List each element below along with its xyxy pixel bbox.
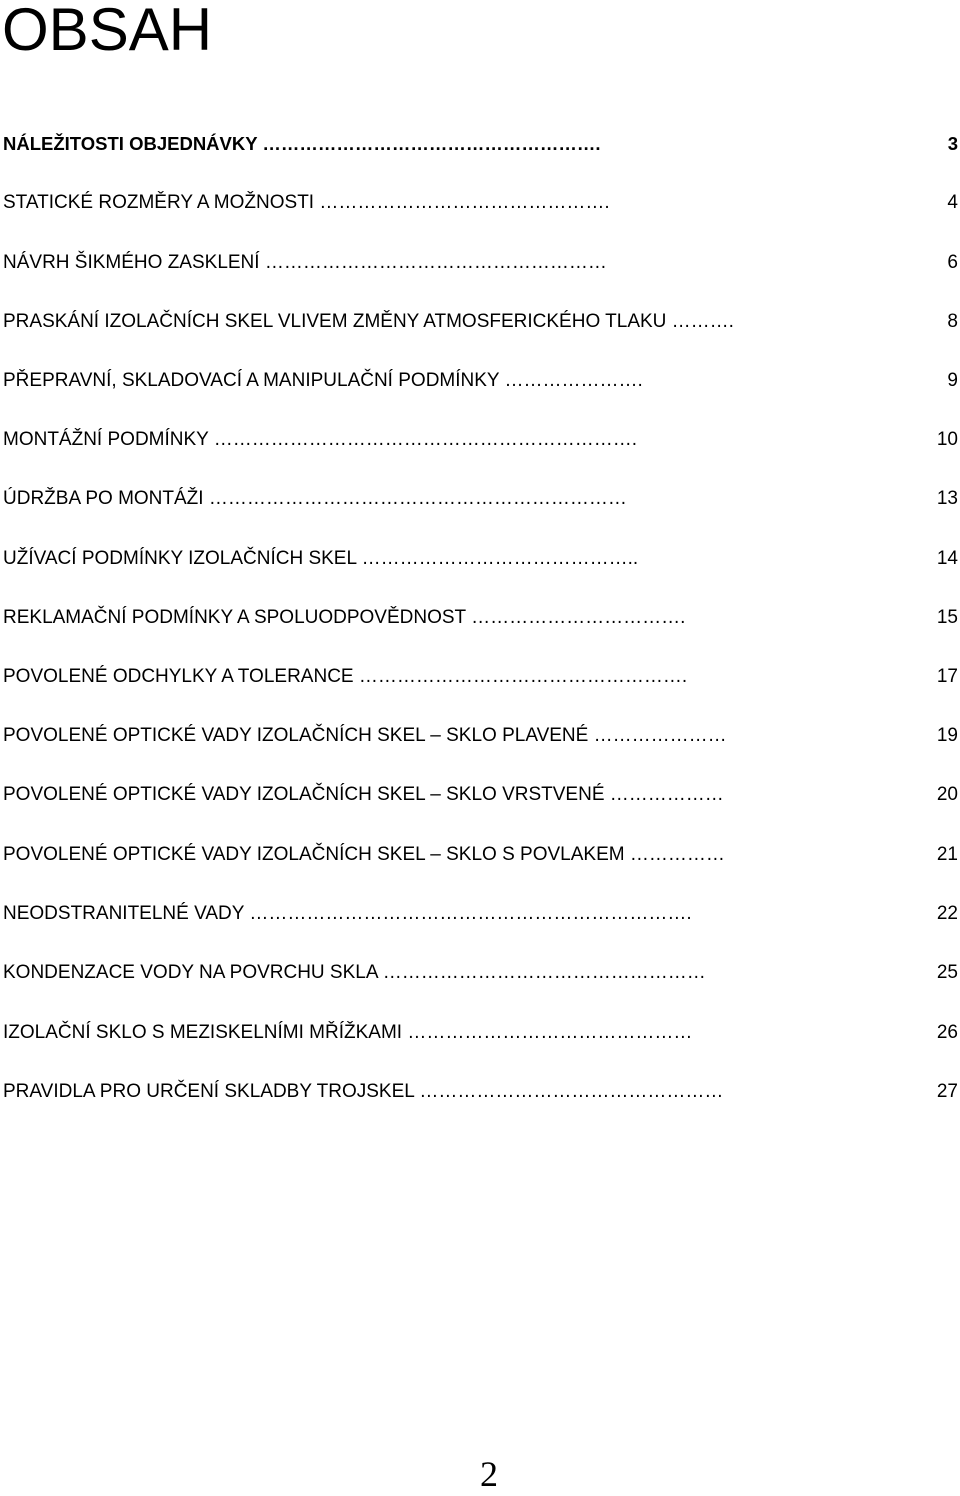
toc-entry-page: 8 — [947, 311, 958, 332]
toc-entry-page: 6 — [947, 252, 958, 273]
page-title: OBSAH — [2, 0, 213, 63]
toc-entry-title: PRAVIDLA PRO URČENÍ SKLADBY TROJSKEL ………………………………………… — [3, 1081, 724, 1102]
toc-entry-page: 17 — [936, 666, 958, 687]
toc-entry-page: 26 — [936, 1022, 958, 1043]
toc-row[interactable] — [0, 188, 960, 218]
toc-row[interactable] — [0, 129, 960, 159]
toc-entry-page: 27 — [936, 1081, 958, 1102]
toc-entry-page: 9 — [947, 370, 958, 391]
toc-entry-title: NÁLEŽITOSTI OBJEDNÁVKY ………………………………………………. — [3, 133, 601, 154]
toc-entry-title: POVOLENÉ ODCHYLKY A TOLERANCE ……………………………………………. — [3, 666, 688, 687]
toc-entry-title: PŘEPRAVNÍ, SKLADOVACÍ A MANIPULAČNÍ PODMÍNKY …………………. — [3, 370, 643, 391]
toc-row[interactable] — [0, 780, 960, 810]
toc-entry-page: 10 — [936, 429, 958, 450]
toc-row[interactable] — [0, 425, 960, 455]
footer-page-number: 2 — [480, 1454, 498, 1494]
toc-entry-page: 4 — [947, 192, 958, 213]
toc-row[interactable] — [0, 662, 960, 692]
toc-row[interactable] — [0, 248, 960, 278]
toc-entry-title: NÁVRH ŠIKMÉHO ZASKLENÍ ……………………………………………… — [3, 252, 607, 273]
toc-entry-title: POVOLENÉ OPTICKÉ VADY IZOLAČNÍCH SKEL – SKLO PLAVENÉ ………………… — [3, 725, 727, 746]
toc-row[interactable] — [0, 603, 960, 633]
toc-entry-page: 3 — [947, 133, 958, 154]
toc-entry-page: 20 — [936, 784, 958, 805]
toc-row[interactable] — [0, 307, 960, 337]
toc-row[interactable] — [0, 544, 960, 574]
toc-entry-page: 22 — [936, 903, 958, 924]
toc-row[interactable] — [0, 1018, 960, 1048]
toc-entry-title: PRASKÁNÍ IZOLAČNÍCH SKEL VLIVEM ZMĚNY ATMOSFERICKÉHO TLAKU ………. — [3, 311, 734, 332]
toc-entry-title: POVOLENÉ OPTICKÉ VADY IZOLAČNÍCH SKEL – SKLO S POVLAKEM …………… — [3, 844, 725, 865]
toc-row[interactable] — [0, 840, 960, 870]
toc-row[interactable] — [0, 366, 960, 396]
toc-entry-page: 25 — [936, 962, 958, 983]
toc-entry-page: 19 — [936, 725, 958, 746]
toc-row[interactable] — [0, 484, 960, 514]
toc-entry-title: ÚDRŽBA PO MONTÁŽI ………………………………………………………… — [3, 488, 627, 509]
toc-entry-title: POVOLENÉ OPTICKÉ VADY IZOLAČNÍCH SKEL – SKLO VRSTVENÉ ……………… — [3, 784, 724, 805]
toc-entry-page: 13 — [936, 488, 958, 509]
toc-entry-title: MONTÁŽNÍ PODMÍNKY …………………………………………………………. — [3, 429, 638, 450]
toc-entry-title: UŽÍVACÍ PODMÍNKY IZOLAČNÍCH SKEL …………………………………….. — [3, 548, 639, 569]
toc-entry-title: REKLAMAČNÍ PODMÍNKY A SPOLUODPOVĚDNOST ……………………………. — [3, 607, 686, 628]
toc-entry-title: NEODSTRANITELNÉ VADY ……………………………………………………………. — [3, 903, 692, 924]
toc-row[interactable] — [0, 958, 960, 988]
toc-entry-title: STATICKÉ ROZMĚRY A MOŽNOSTI ………………………………………. — [3, 192, 610, 213]
toc-row[interactable] — [0, 1077, 960, 1107]
toc-entry-title: IZOLAČNÍ SKLO S MEZISKELNÍMI MŘÍŽKAMI ……………………………………… — [3, 1022, 693, 1043]
toc-entry-title: KONDENZACE VODY NA POVRCHU SKLA …………………………………………… — [3, 962, 706, 983]
toc-entry-page: 21 — [936, 844, 958, 865]
toc-row[interactable] — [0, 899, 960, 929]
toc-entry-page: 15 — [936, 607, 958, 628]
toc-row[interactable] — [0, 721, 960, 751]
toc-entry-page: 14 — [936, 548, 958, 569]
